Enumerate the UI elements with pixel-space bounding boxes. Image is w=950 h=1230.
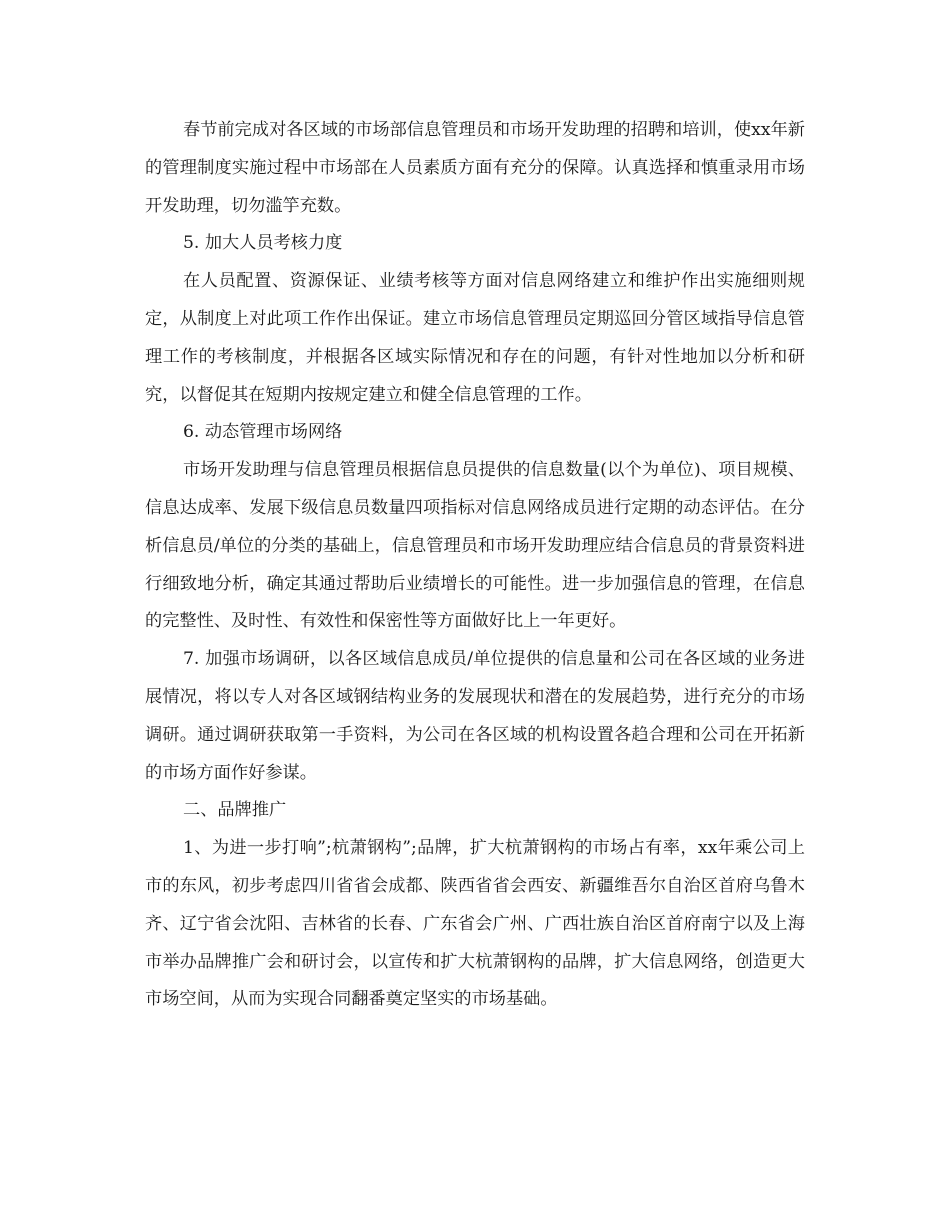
paragraph-market-research: 7. 加强市场调研，以各区域信息成员/单位提供的信息量和公司在各区域的业务进展情况，将以专人对各区域钢结构业务的发展现状和潜在的发展趋势，进行充分的市场调研。通过调研获取第一手资料，为公司在各区域的机构设置各趋合理和公司在开拓新的市场方面作好参谋。	[145, 649, 805, 783]
paragraph-brand-promotion: 1、为进一步打响”;杭萧钢构”;品牌，扩大杭萧钢构的市场占有率，xx年乘公司上市的东风，初步考虑四川省省会成都、陕西省省会西安、新疆维吾尔自治区首府乌鲁木齐、辽宁省会沈阳、吉林省的长春、广东省会广州、广西壮族自治区首府南宁以及上海市举办品牌推广会和研讨会，以宣传和扩大杭萧钢构的品牌，扩大信息网络，创造更大市场空间，从而为实现合同翻番奠定坚实的市场基础。	[145, 838, 805, 1010]
heading-network: 6. 动态管理市场网络	[183, 422, 343, 443]
heading-assessment: 5. 加大人员考核力度	[183, 233, 343, 254]
document-page	[145, 112, 805, 1019]
paragraph-recruitment: 春节前完成对各区域的市场部信息管理员和市场开发助理的招聘和培训，使xx年新的管理制度实施过程中市场部在人员素质方面有充分的保障。认真选择和慎重录用市场开发助理，切勿滥竽充数。	[145, 120, 805, 216]
paragraph-network: 市场开发助理与信息管理员根据信息员提供的信息数量(以个为单位)、项目规模、信息达成率、发展下级信息员数量四项指标对信息网络成员进行定期的动态评估。在分析信息员/单位的分类的基础上，信息管理员和市场开发助理应结合信息员的背景资料进行细致地分析，确定其通过帮助后业绩增长的可能性。进一步加强信息的管理，在信息的完整性、及时性、有效性和保密性等方面做好比上一年更好。	[145, 460, 805, 632]
paragraph-assessment: 在人员配置、资源保证、业绩考核等方面对信息网络建立和维护作出实施细则规定，从制度上对此项工作作出保证。建立市场信息管理员定期巡回分管区域指导信息管理工作的考核制度，并根据各区域实际情况和存在的问题，有针对性地加以分析和研究，以督促其在短期内按规定建立和健全信息管理的工作。	[145, 271, 805, 405]
heading-brand-promotion: 二、品牌推广	[183, 800, 287, 821]
